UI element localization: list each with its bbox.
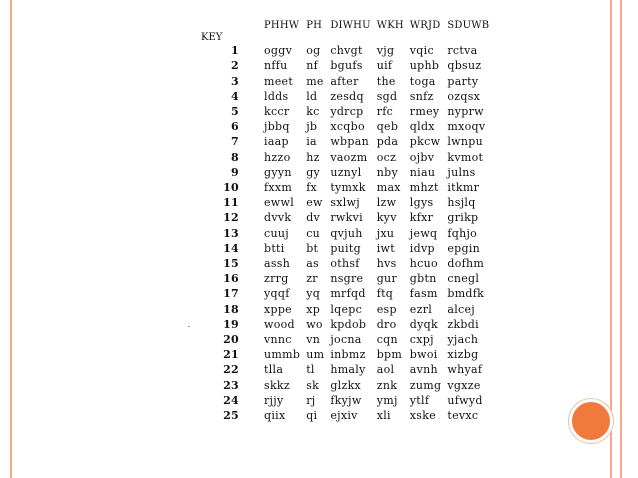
- shifted-word: dro: [376, 317, 397, 331]
- shifted-word: oggv: [264, 44, 293, 58]
- shifted-word: after: [330, 74, 359, 88]
- shifted-word: qvjuh: [330, 226, 363, 240]
- key-number: 15: [223, 257, 239, 271]
- shifted-word: nsgre: [330, 272, 364, 286]
- shifted-word: pda: [376, 135, 399, 149]
- shifted-word: vnnc: [264, 333, 292, 347]
- shifted-word: yjach: [447, 333, 479, 347]
- shifted-word: vaozm: [330, 150, 368, 164]
- shifted-word: jb: [306, 120, 318, 134]
- header-word: WRJD: [409, 20, 441, 31]
- decryption-rows: [198, 43, 492, 423]
- shifted-word: whyaf: [447, 363, 483, 377]
- shifted-word: ld: [306, 89, 318, 103]
- key-number: 12: [223, 211, 239, 225]
- shifted-word: kccr: [264, 105, 290, 119]
- shifted-word: aol: [376, 363, 395, 377]
- shifted-word: dvvk: [264, 211, 292, 225]
- shifted-word: vgxze: [447, 378, 481, 392]
- key-number: 10: [223, 181, 239, 195]
- shifted-word: zkbdi: [447, 317, 479, 331]
- header-spacer: [198, 18, 261, 33]
- table-row: [198, 271, 492, 286]
- shifted-word: othsf: [330, 257, 360, 271]
- key-number: 17: [223, 287, 239, 301]
- ciphertext-header-row: [198, 18, 492, 33]
- shifted-word: ojbv: [409, 150, 435, 164]
- shifted-word: kpdob: [330, 317, 367, 331]
- shifted-word: inbmz: [330, 348, 366, 362]
- shifted-word: vn: [306, 333, 321, 347]
- shifted-word: xppe: [264, 302, 292, 316]
- orange-circle-ornament: [569, 399, 613, 443]
- shifted-word: as: [306, 257, 319, 271]
- header-word: PHHW: [264, 20, 300, 31]
- shifted-word: hsjlq: [447, 196, 476, 210]
- shifted-word: xske: [409, 409, 437, 423]
- shifted-word: grikp: [447, 211, 479, 225]
- shifted-word: nby: [376, 165, 398, 179]
- key-number: 23: [223, 378, 239, 392]
- shifted-word: zumg: [409, 378, 442, 392]
- shifted-word: fkyjw: [330, 393, 362, 407]
- shifted-word: dv: [306, 211, 321, 225]
- shifted-word: zrrg: [264, 272, 289, 286]
- key-number: 7: [231, 135, 239, 149]
- shifted-word: tlla: [264, 363, 284, 377]
- shifted-word: dofhm: [447, 257, 485, 271]
- shifted-word: wood: [264, 317, 295, 331]
- key-number: 18: [223, 302, 239, 316]
- shifted-word: um: [306, 348, 325, 362]
- caesar-cipher-table: [198, 18, 492, 423]
- key-number: 11: [223, 196, 239, 210]
- shifted-word: ldds: [264, 89, 289, 103]
- key-label-row: [198, 33, 492, 43]
- shifted-word: snfz: [409, 89, 434, 103]
- shifted-word: gbtn: [409, 272, 437, 286]
- table-row: [198, 119, 492, 134]
- table-row: [198, 362, 492, 377]
- shifted-word: sgd: [376, 89, 398, 103]
- shifted-word: xp: [306, 302, 321, 316]
- shifted-word: ytlf: [409, 393, 430, 407]
- shifted-word: qiix: [264, 409, 286, 423]
- shifted-word: lqepc: [330, 302, 363, 316]
- shifted-word: itkmr: [447, 181, 480, 195]
- key-number: 25: [223, 409, 239, 423]
- shifted-word: iwt: [376, 241, 395, 255]
- shifted-word: tl: [306, 363, 315, 377]
- shifted-word: kvmot: [447, 150, 484, 164]
- key-number: 6: [231, 120, 239, 134]
- shifted-word: yq: [306, 287, 321, 301]
- right-decorative-line-outer: [620, 0, 622, 478]
- table-row: [198, 104, 492, 119]
- table-row: [198, 74, 492, 89]
- shifted-word: fxxm: [264, 181, 293, 195]
- table-row: [198, 195, 492, 210]
- key-number: 16: [223, 272, 239, 286]
- key-number: 19: [223, 317, 239, 331]
- shifted-word: jbbq: [264, 120, 290, 134]
- shifted-word: rwkvi: [330, 211, 363, 225]
- table-row: [198, 317, 492, 332]
- shifted-word: gyyn: [264, 165, 292, 179]
- shifted-word: tymxk: [330, 181, 366, 195]
- shifted-word: sk: [306, 378, 320, 392]
- shifted-word: rjjy: [264, 393, 284, 407]
- shifted-word: cnegl: [447, 272, 480, 286]
- shifted-word: kyv: [376, 211, 397, 225]
- table-row: [198, 347, 492, 362]
- shifted-word: ezrl: [409, 302, 433, 316]
- key-number: 24: [223, 393, 239, 407]
- shifted-word: nf: [306, 59, 318, 73]
- shifted-word: vjg: [376, 44, 395, 58]
- shifted-word: nffu: [264, 59, 288, 73]
- shifted-word: wbpan: [330, 135, 369, 149]
- shifted-word: znk: [376, 378, 398, 392]
- shifted-word: qbsuz: [447, 59, 482, 73]
- shifted-word: ejxiv: [330, 409, 358, 423]
- shifted-word: lzw: [376, 196, 397, 210]
- key-number: 20: [223, 333, 239, 347]
- shifted-word: xcqbo: [330, 120, 365, 134]
- shifted-word: me: [306, 74, 324, 88]
- table-row: [198, 226, 492, 241]
- right-decorative-line-inner: [610, 0, 612, 478]
- shifted-word: og: [306, 44, 321, 58]
- shifted-word: ozqsx: [447, 89, 481, 103]
- shifted-word: rfc: [376, 105, 394, 119]
- shifted-word: uznyl: [330, 165, 362, 179]
- shifted-word: uphb: [409, 59, 440, 73]
- shifted-word: bgufs: [330, 59, 363, 73]
- shifted-word: cxpj: [409, 333, 434, 347]
- shifted-word: zr: [306, 272, 318, 286]
- key-number: 22: [223, 363, 239, 377]
- key-number: 2: [231, 59, 239, 73]
- key-number: 3: [231, 74, 239, 88]
- shifted-word: qi: [306, 409, 318, 423]
- shifted-word: uif: [376, 59, 393, 73]
- shifted-word: niau: [409, 165, 436, 179]
- key-row-spacer: [261, 33, 492, 43]
- shifted-word: ymj: [376, 393, 398, 407]
- table-row: [198, 43, 492, 58]
- shifted-word: iaap: [264, 135, 289, 149]
- shifted-word: tevxc: [447, 409, 479, 423]
- shifted-word: toga: [409, 74, 436, 88]
- shifted-word: kc: [306, 105, 320, 119]
- left-decorative-line: [10, 0, 12, 478]
- table-row: [198, 256, 492, 271]
- shifted-word: hz: [306, 150, 320, 164]
- shifted-word: party: [447, 74, 479, 88]
- shifted-word: lgys: [409, 196, 434, 210]
- table-row: [198, 150, 492, 165]
- shifted-word: ummb: [264, 348, 301, 362]
- key-number: 4: [231, 89, 239, 103]
- table-row: [198, 332, 492, 347]
- key-label: KEY: [201, 32, 223, 44]
- shifted-word: sxlwj: [330, 196, 361, 210]
- shifted-word: gur: [376, 272, 398, 286]
- shifted-word: lwnpu: [447, 135, 484, 149]
- header-word: DIWHU: [330, 20, 371, 31]
- shifted-word: pkcw: [409, 135, 441, 149]
- shifted-word: rmey: [409, 105, 440, 119]
- shifted-word: fx: [306, 181, 318, 195]
- table-row: [198, 241, 492, 256]
- key-number: 14: [223, 241, 239, 255]
- shifted-word: bmdfk: [447, 287, 485, 301]
- shifted-word: chvgt: [330, 44, 363, 58]
- shifted-word: cqn: [376, 333, 398, 347]
- key-number: 9: [231, 165, 239, 179]
- shifted-word: mxoqv: [447, 120, 486, 134]
- shifted-word: hmaly: [330, 363, 366, 377]
- shifted-word: bwoi: [409, 348, 438, 362]
- table-row: [198, 286, 492, 301]
- table-row: [198, 134, 492, 149]
- shifted-word: btti: [264, 241, 285, 255]
- shifted-word: alcej: [447, 302, 476, 316]
- shifted-word: ew: [306, 196, 323, 210]
- shifted-word: mrfqd: [330, 287, 366, 301]
- key-number: 8: [231, 150, 239, 164]
- shifted-word: ewwl: [264, 196, 295, 210]
- table-row: [198, 58, 492, 73]
- shifted-word: jocna: [330, 333, 362, 347]
- shifted-word: bpm: [376, 348, 403, 362]
- shifted-word: hzzo: [264, 150, 291, 164]
- shifted-word: cu: [306, 226, 321, 240]
- table-row: [198, 210, 492, 225]
- shifted-word: ydrcp: [330, 105, 364, 119]
- shifted-word: gy: [306, 165, 321, 179]
- shifted-word: xli: [376, 409, 391, 423]
- shifted-word: xizbg: [447, 348, 479, 362]
- shifted-word: fqhjo: [447, 226, 478, 240]
- table-row: [198, 378, 492, 393]
- shifted-word: avnh: [409, 363, 438, 377]
- shifted-word: ftq: [376, 287, 394, 301]
- header-word: WKH: [376, 20, 404, 31]
- table-row: [198, 393, 492, 408]
- shifted-word: ufwyd: [447, 393, 483, 407]
- shifted-word: the: [376, 74, 396, 88]
- shifted-word: hvs: [376, 257, 397, 271]
- shifted-word: cuuj: [264, 226, 289, 240]
- shifted-word: rj: [306, 393, 316, 407]
- shifted-word: glzkx: [330, 378, 362, 392]
- shifted-word: kfxr: [409, 211, 434, 225]
- shifted-word: fasm: [409, 287, 438, 301]
- header-word: SDUWB: [447, 20, 490, 31]
- shifted-word: idvp: [409, 241, 435, 255]
- shifted-word: ia: [306, 135, 317, 149]
- shifted-word: qldx: [409, 120, 435, 134]
- shifted-word: dyqk: [409, 317, 438, 331]
- shifted-word: qeb: [376, 120, 399, 134]
- shifted-word: epgin: [447, 241, 481, 255]
- key-number: 1: [231, 44, 239, 58]
- shifted-word: assh: [264, 257, 291, 271]
- shifted-word: hcuo: [409, 257, 438, 271]
- shifted-word: rctva: [447, 44, 478, 58]
- shifted-word: meet: [264, 74, 294, 88]
- scan-speck: [188, 326, 190, 327]
- header-word: PH: [306, 20, 323, 31]
- shifted-word: nyprw: [447, 105, 484, 119]
- shifted-word: ocz: [376, 150, 397, 164]
- table-row: [198, 89, 492, 104]
- key-number: 21: [223, 348, 239, 362]
- shifted-word: skkz: [264, 378, 290, 392]
- shifted-word: mhzt: [409, 181, 439, 195]
- shifted-word: max: [376, 181, 401, 195]
- table-row: [198, 302, 492, 317]
- shifted-word: yqqf: [264, 287, 290, 301]
- shifted-word: jewq: [409, 226, 438, 240]
- key-number: 13: [223, 226, 239, 240]
- shifted-word: vqic: [409, 44, 434, 58]
- shifted-word: wo: [306, 317, 323, 331]
- shifted-word: julns: [447, 165, 476, 179]
- shifted-word: jxu: [376, 226, 395, 240]
- shifted-word: zesdq: [330, 89, 364, 103]
- shifted-word: bt: [306, 241, 319, 255]
- table-row: [198, 165, 492, 180]
- table-row: [198, 180, 492, 195]
- table-row: [198, 408, 492, 423]
- shifted-word: esp: [376, 302, 397, 316]
- shifted-word: puitg: [330, 241, 361, 255]
- key-number: 5: [231, 105, 239, 119]
